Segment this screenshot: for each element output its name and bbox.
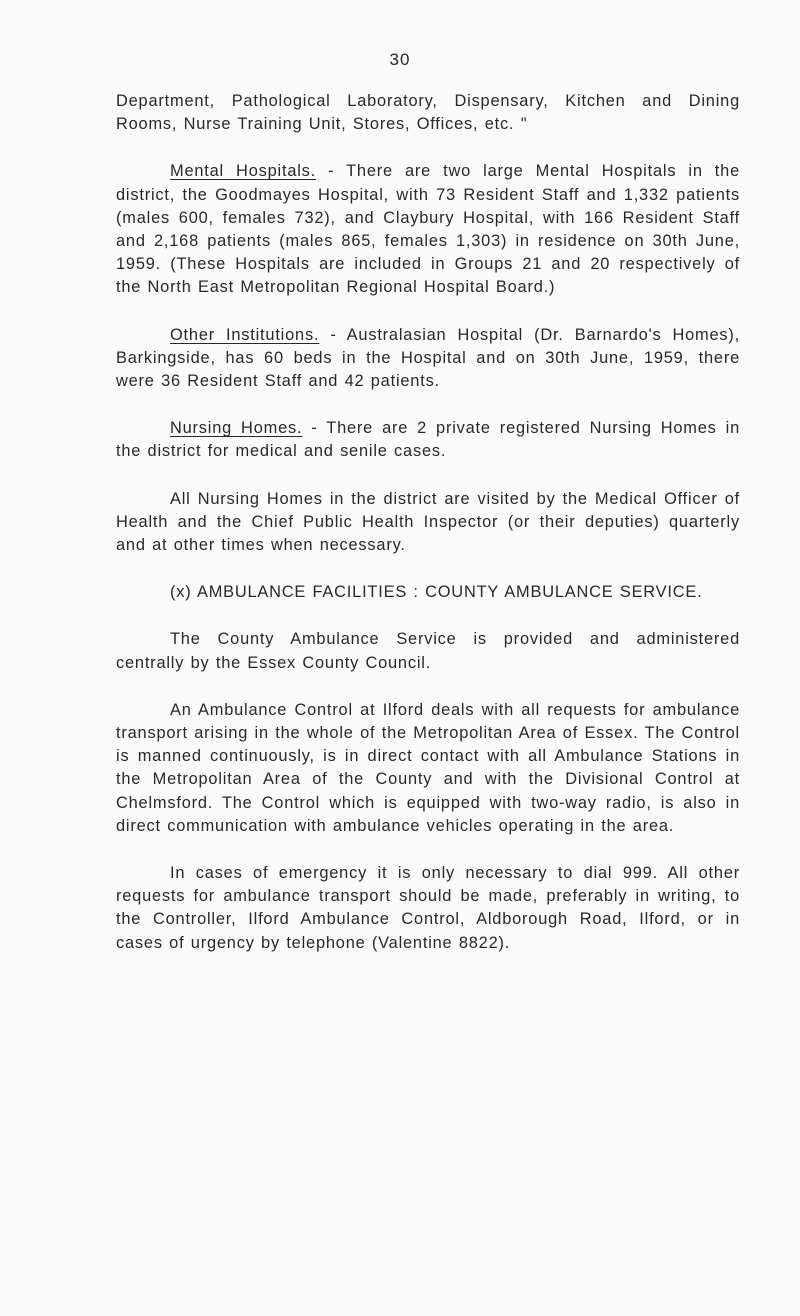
paragraph-department-continued bbox=[116, 90, 740, 136]
paragraph-nursing-visits bbox=[116, 488, 740, 558]
section-heading-ambulance-facilities bbox=[116, 581, 740, 604]
page-number: 30 bbox=[389, 50, 411, 69]
paragraph-text: The County Ambulance Service is provided and administered centrally by the Essex County Council. bbox=[116, 630, 740, 672]
paragraph-county-ambulance-service bbox=[116, 628, 740, 674]
paragraph-text: (x) AMBULANCE FACILITIES : COUNTY AMBULANCE SERVICE. bbox=[170, 583, 703, 602]
section-heading-other-institutions: Other Institutions. bbox=[170, 325, 320, 344]
paragraph-text: Department, Pathological Laboratory, Dispensary, Kitchen and Dining Rooms, Nurse Training Unit, Stores, Offices, etc. " bbox=[116, 92, 740, 134]
paragraph-nursing-homes bbox=[116, 417, 740, 463]
paragraph-text: An Ambulance Control at Ilford deals with all requests for ambulance transport arising in the whole of the Metropolitan Area of Essex. The Control is manned continuously, is in direct contact with all Ambulance Stations in the Metropolitan Area of the County and with the Divisional Control at Chelmsford. The Control which is equipped with two-way radio, is also in direct communication with ambulance vehicles operating in the area. bbox=[116, 700, 740, 835]
paragraph-mental-hospitals bbox=[116, 160, 740, 299]
document-body bbox=[116, 90, 740, 979]
paragraph-text: - There are two large Mental Hospitals in the district, the Goodmayes Hospital, with 73 Resident Staff and 1,332 patients (males 600, females 732), and Claybury Hospital, with 166 Resident Staff and 2,168 patients (males 865, females 1,303) in residence on 30th June, 1959. (These Hospitals are included in Groups 21 and 20 respectively of the North East Metropolitan Regional Hospital Board.) bbox=[116, 162, 740, 297]
section-heading-mental-hospitals: Mental Hospitals. bbox=[170, 162, 317, 181]
section-heading-nursing-homes: Nursing Homes. bbox=[170, 419, 303, 438]
paragraph-emergency bbox=[116, 862, 740, 955]
paragraph-other-institutions bbox=[116, 324, 740, 394]
paragraph-text: All Nursing Homes in the district are visited by the Medical Officer of Health and the Chief Public Health Inspector (or their deputies) quarterly and at other times when necessary. bbox=[116, 489, 740, 555]
paragraph-text: - There are 2 private registered Nursing Homes in the district for medical and senile cases. bbox=[116, 419, 740, 461]
paragraph-text: - Australasian Hospital (Dr. Barnardo's Homes), Barkingside, has 60 beds in the Hospital and on 30th June, 1959, there were 36 Resident Staff and 42 patients. bbox=[116, 325, 740, 391]
paragraph-text: In cases of emergency it is only necessary to dial 999. All other requests for ambulance transport should be made, preferably in writing, to the Controller, Ilford Ambulance Control, Aldborough Road, Ilford, or in cases of urgency by telephone (Valentine 8822). bbox=[116, 864, 740, 952]
paragraph-ambulance-control bbox=[116, 699, 740, 838]
